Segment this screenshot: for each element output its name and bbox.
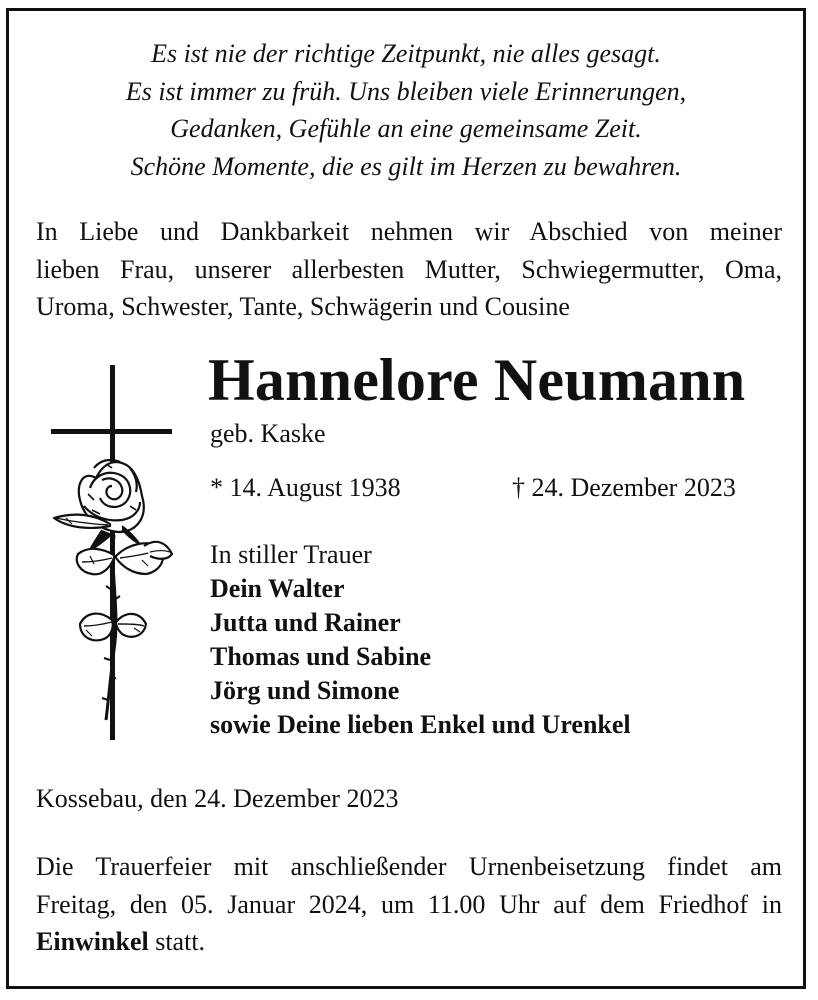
mourner-name: Jutta und Rainer — [210, 608, 401, 637]
mourner-name: Dein Walter — [210, 574, 345, 603]
mourner-name: Thomas und Sabine — [210, 642, 432, 671]
farewell-intro — [36, 213, 782, 326]
poem-line: Es ist immer zu früh. Uns bleiben viele Erinnerungen, — [125, 76, 687, 106]
mourners-heading: In stiller Trauer — [210, 540, 372, 569]
mourner-name: sowie Deine lieben Enkel und Urenkel — [210, 710, 631, 739]
poem-line: Schöne Momente, die es gilt im Herzen zu bewahren. — [130, 151, 682, 181]
memorial-poem — [0, 35, 812, 185]
deceased-name: Hannelore Neumann — [208, 347, 746, 413]
poem-line: Gedanken, Gefühle an eine gemeinsame Zeit. — [170, 114, 642, 143]
mourners-block — [210, 538, 631, 742]
intro-line: lieben Frau, unserer allerbesten Mutter, Schwiegermutter, Oma, — [36, 254, 782, 284]
intro-line: Uroma, Schwester, Tante, Schwägerin und Cousine — [36, 292, 570, 321]
ceremony-notice — [36, 848, 782, 961]
ceremony-suffix: statt. — [155, 927, 206, 956]
ceremony-line: Freitag, den 05. Januar 2024, um 11.00 Uhr auf dem Friedhof in — [36, 889, 782, 919]
poem-line: Es ist nie der richtige Zeitpunkt, nie alles gesagt. — [151, 39, 661, 68]
ceremony-line: Die Trauerfeier mit anschließender Urnenbeisetzung findet am — [36, 852, 782, 881]
cross-with-rose-icon — [44, 360, 184, 740]
death-date: † 24. Dezember 2023 — [512, 473, 736, 502]
maiden-name: geb. Kaske — [210, 419, 326, 448]
ceremony-location: Einwinkel — [36, 927, 149, 956]
ceremony-line — [36, 923, 782, 961]
birth-date: * 14. August 1938 — [210, 473, 401, 502]
place-and-date: Kossebau, den 24. Dezember 2023 — [36, 784, 399, 813]
intro-line: In Liebe und Dankbarkeit nehmen wir Abschied von meiner — [36, 217, 782, 246]
mourner-name: Jörg und Simone — [210, 676, 400, 705]
